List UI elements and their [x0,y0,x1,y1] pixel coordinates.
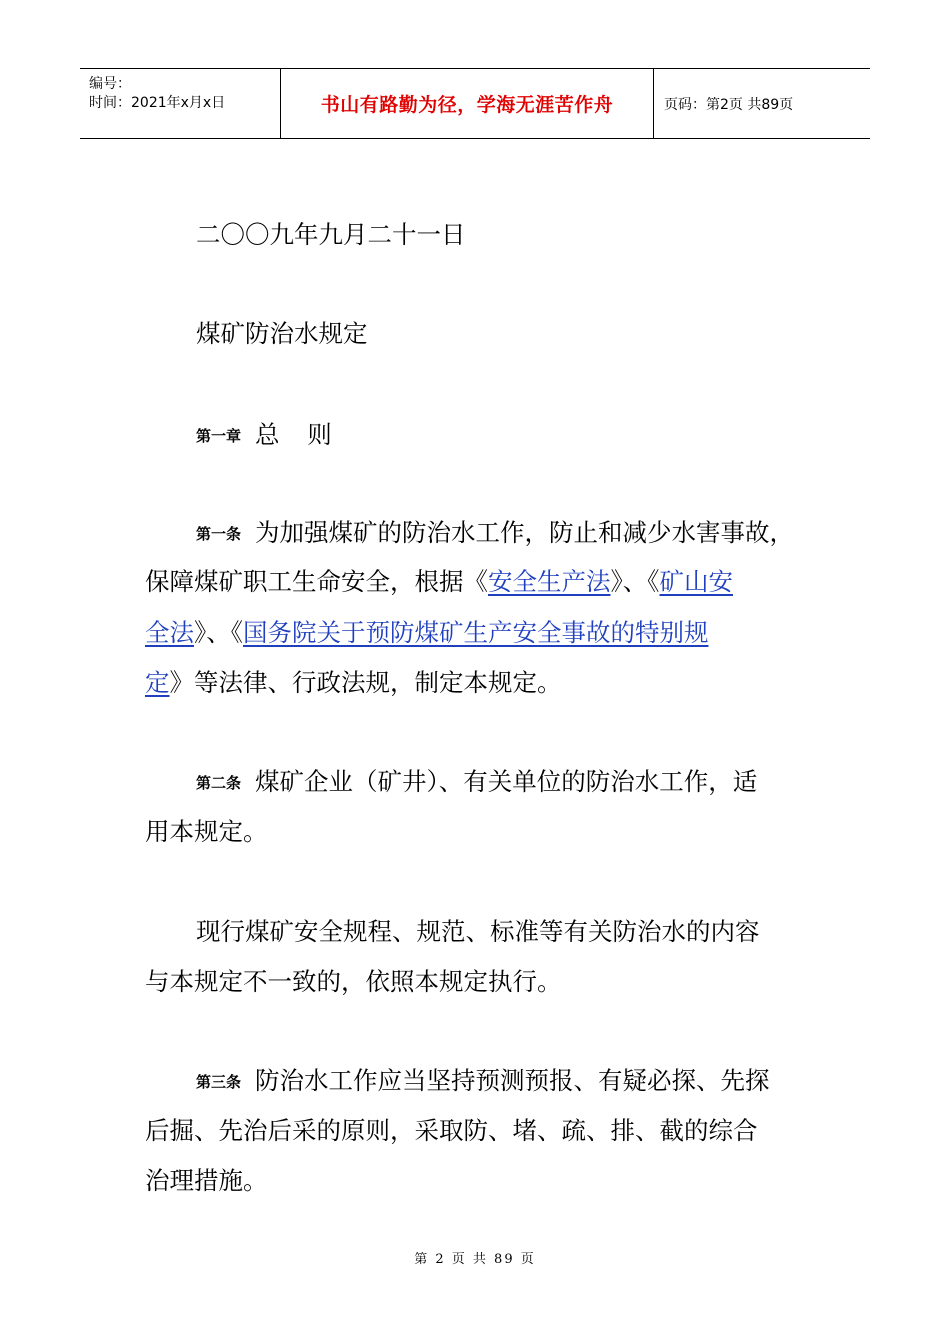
page-footer: 第 2 页 共 89 页 [414,1252,536,1267]
article3-line3: 治理措施。 [145,1166,268,1195]
article1-text: 为加强煤矿的防治水工作，防止和减少水害事故， [255,518,795,547]
header-page-cell [654,69,870,138]
header-motto-cell [281,69,654,138]
para3-line1: 现行煤矿安全规程、规范、标准等有关防治水的内容 [196,917,760,946]
article2-text: 煤矿企业（矿井）、有关单位的防治水工作，适 [255,767,758,796]
article1-line4 [145,668,562,697]
doc-number-label: 编号： [89,76,131,92]
article1-label: 第一条 [196,525,242,543]
article2-label: 第二条 [196,774,242,792]
para3-line2: 与本规定不一致的，依照本规定执行。 [145,967,562,996]
document-title: 煤矿防治水规定 [196,319,368,348]
link-safety-production-law[interactable]: 安全生产法 [488,567,611,596]
date-line: 二〇〇九年九月二十一日 [196,220,466,249]
article3-line1 [196,1066,770,1095]
article2-line1 [196,767,758,796]
article3-label: 第三条 [196,1073,242,1091]
article1-text: 》等法律、行政法规，制定本规定。 [169,668,562,697]
article3-text: 防治水工作应当坚持预测预报、有疑必探、先探 [255,1066,770,1095]
link-state-council-special-provisions[interactable]: 定 [145,668,170,697]
header-page-info: 页码：第2页 共89页 [664,96,794,113]
article1-line1 [196,518,795,547]
link-mine-safety-law[interactable]: 矿山安 [659,567,733,596]
article1-text: 保障煤矿职工生命安全，根据《 [145,567,488,596]
article1-line3 [145,618,709,647]
article1-text: 》、《 [610,567,660,596]
link-state-council-special-provisions[interactable]: 国务院关于预防煤矿生产安全事故的特别规 [243,618,709,647]
article1-line2 [145,567,733,596]
link-mine-safety-law[interactable]: 全法 [145,618,194,647]
page-header [80,68,870,139]
header-meta-cell [80,69,281,138]
article3-line2: 后掘、先治后采的原则，采取防、堵、疏、排、截的综合 [145,1116,758,1145]
article1-text: 》、《 [194,618,243,647]
chapter-title: 总 则 [255,420,342,449]
doc-time-label: 时间：2021年x月x日 [89,95,226,111]
chapter-label: 第一章 [196,427,242,445]
motto-text: 书山有路勤为径，学海无涯苦作舟 [320,94,614,116]
chapter-heading [196,420,342,449]
article2-line2: 用本规定。 [145,817,268,846]
